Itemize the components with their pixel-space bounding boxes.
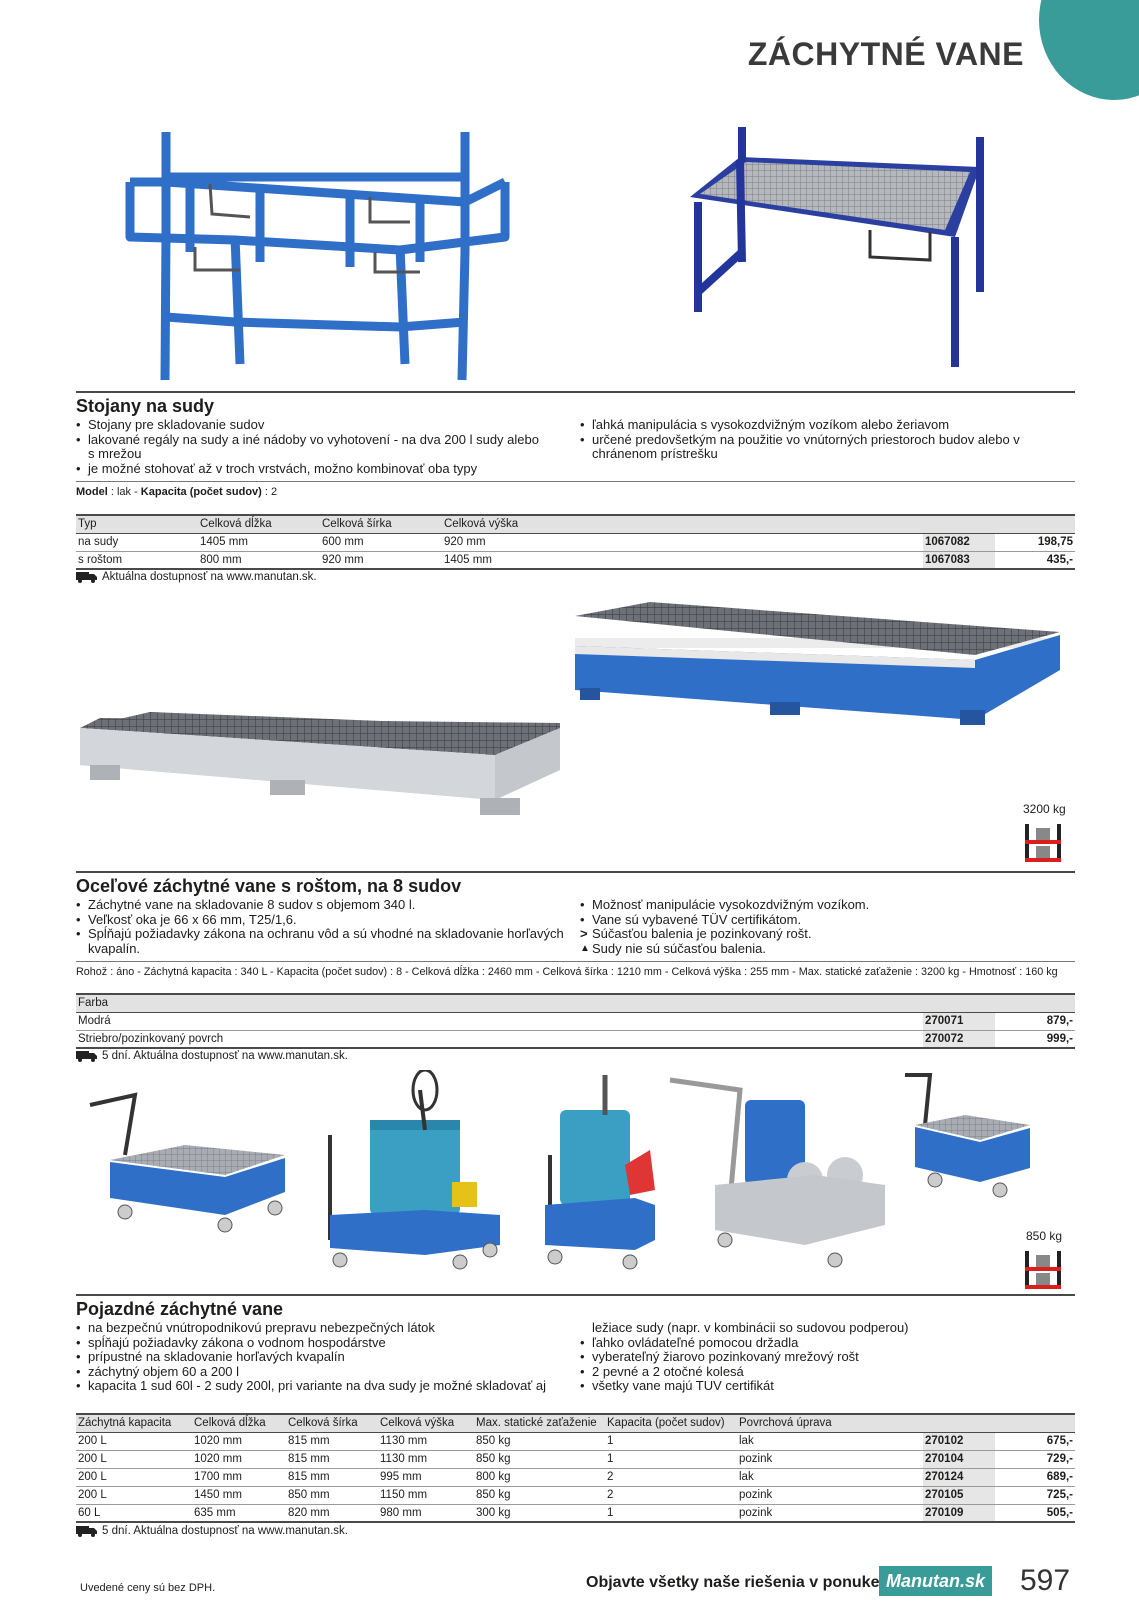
table-cell: 1700 mm [192,1468,286,1486]
table-cell: 600 mm [320,533,442,551]
table-row [76,1468,1075,1486]
table-cell: 850 kg [474,1450,605,1468]
table-cell: s roštom [76,551,198,569]
column-header-price [995,515,1075,533]
table-cell: 1130 mm [378,1450,474,1468]
table-header-row [76,994,1075,1012]
bullet-item: • Záchytné vane na skladovanie 8 sudov s objemom 340 l. [76,898,566,913]
table-cell: 200 L [76,1468,192,1486]
table-cell: 200 L [76,1486,192,1504]
spec-value: lak [116,486,132,498]
availability-text: Aktuálna dostupnosť na www.manutan.sk. [102,571,317,583]
bullet-item: • lakované regály na sudy a iné nádoby vo vyhotovení - na dva 200 l sudy alebo s mrežou [76,433,546,462]
table-row [76,533,1075,551]
bullet-item: • je možné stohovať až v troch vrstvách, možno kombinovať oba typy [76,462,546,477]
table-cell: 850 kg [474,1432,605,1450]
table-cell: Striebro/pozinkovaný povrch [76,1030,923,1048]
column-header: Povrchová úprava [737,1414,923,1432]
brand-logo[interactable]: Manutan.sk [879,1566,992,1596]
section-rule [76,1294,1075,1296]
table-cell: 815 mm [286,1450,378,1468]
table-cell: 60 L [76,1504,192,1522]
bullet-item: • Veľkosť oka je 66 x 66 mm, T25/1,6. [76,913,566,928]
section-rule [76,871,1075,873]
column-header: Kapacita (počet sudov) [605,1414,737,1432]
table-cell: 1450 mm [192,1486,286,1504]
column-header: Celková dĺžka [192,1414,286,1432]
bullet-item: • Stojany pre skladovanie sudov [76,418,546,433]
product-code: 270104 [923,1450,995,1468]
section-rule [76,481,1075,482]
table-cell: lak [737,1468,923,1486]
section-title-stojany: Stojany na sudy [76,396,215,416]
cart-5 [905,1075,1030,1197]
table-cell: 300 kg [474,1504,605,1522]
table-row [76,1486,1075,1504]
bullet-item: • Spĺňajú požiadavky zákona na ochranu vôd a sú vhodné na skladovanie horľavých kvapalín. [76,927,566,956]
bullet-item: • 2 pevné a 2 otočné kolesá [580,1365,1030,1380]
cart-2 [330,1070,500,1269]
product-price: 198,75 [995,533,1075,551]
table-cell: 200 L [76,1450,192,1468]
stojany-table [76,514,1075,570]
bullet-item: • určené predovšetkým na použitie vo vnútorných priestoroch budov alebo v chránenom prístrešku [580,433,1030,462]
pojazdne-bullets-left [76,1321,546,1394]
section-title-pojazdne: Pojazdné záchytné vane [76,1299,284,1319]
ocelove-bullets-right [580,898,1030,956]
product-code: 270072 [923,1030,995,1048]
table-cell: 1020 mm [192,1450,286,1468]
product-price: 675,- [995,1432,1075,1450]
cart-4 [670,1080,885,1267]
table-cell: 2 [605,1486,737,1504]
table-cell: 1405 mm [198,533,320,551]
table-row [76,1432,1075,1450]
ocelove-bullets-left [76,898,566,956]
table-cell: 200 L [76,1432,192,1450]
pojazdne-table [76,1413,1075,1523]
table-cell: 1020 mm [192,1432,286,1450]
table-cell: 1 [605,1432,737,1450]
table-cell: 1405 mm [442,551,923,569]
column-header: Celková výška [378,1414,474,1432]
bullet-item: • vyberateľný žiarovo pozinkovaný mrežový rošt [580,1350,1030,1365]
bullet-item: • ľahká manipulácia s vysokozdvižným vozíkom alebo žeriavom [580,418,1030,433]
availability-note [76,1050,348,1062]
table-cell: 635 mm [192,1504,286,1522]
bullet-item: • prípustné na skladovanie horľavých kvapalín [76,1350,546,1365]
column-header-price [995,1414,1075,1432]
table-row [76,1012,1075,1030]
truck-icon [76,1525,98,1537]
product-price: 999,- [995,1030,1075,1048]
table-cell: 850 mm [286,1486,378,1504]
column-header: Typ [76,515,198,533]
product-code: 270071 [923,1012,995,1030]
table-cell: 815 mm [286,1432,378,1450]
product-price: 435,- [995,551,1075,569]
product-code: 1067082 [923,533,995,551]
product-code: 270105 [923,1486,995,1504]
table-cell: 800 mm [198,551,320,569]
product-code: 270109 [923,1504,995,1522]
ocelove-table [76,993,1075,1049]
column-header: Max. statické zaťaženie [474,1414,605,1432]
table-cell: 920 mm [442,533,923,551]
truck-icon [76,571,98,583]
footer-cta: Objavte všetky naše riešenia v ponuke [586,1574,880,1591]
steel-sump-image [80,600,1080,870]
spec-label: Model [76,486,108,498]
table-row [76,1450,1075,1468]
truck-icon [76,1050,98,1062]
availability-note [76,571,317,583]
column-header-code [923,1414,995,1432]
table-cell: 820 mm [286,1504,378,1522]
ocelove-specs: Rohož : áno - Záchytná kapacita : 340 L - Kapacita (počet sudov) : 8 - Celková dĺžka : 2460 mm - Celková šírka : 1210 mm - Celková výška : 255 mm - Max. statické zaťaženie : 3200 kg - Hmotnosť : 160 kg [76,966,1058,978]
drum-rack-image [100,122,540,382]
bullet-item: ▲ Sudy nie sú súčasťou balenia. [580,942,1030,957]
column-header: Celková dĺžka [198,515,320,533]
column-header-code [923,994,995,1012]
pojazdne-bullets-right [580,1321,1030,1394]
column-header: Celková šírka [286,1414,378,1432]
product-code: 270102 [923,1432,995,1450]
section-title-ocelove: Oceľové záchytné vane s roštom, na 8 sudov [76,876,462,896]
column-header: Celková výška [442,515,923,533]
availability-text: 5 dní. Aktuálna dostupnosť na www.manutan.sk. [102,1525,348,1537]
table-header-row [76,515,1075,533]
bullet-item: • všetky vane majú TUV certifikát [580,1379,1030,1394]
table-cell: 920 mm [320,551,442,569]
table-cell: 1150 mm [378,1486,474,1504]
stojany-bullets-left [76,418,546,476]
table-cell: 815 mm [286,1468,378,1486]
table-cell: pozink [737,1450,923,1468]
bullet-item: • Vane sú vybavené TÜV certifikátom. [580,913,1030,928]
spec-label: Kapacita (počet sudov) [140,486,262,498]
table-cell: pozink [737,1504,923,1522]
table-cell: 1 [605,1504,737,1522]
bullet-item: > Súčasťou balenia je pozinkovaný rošt. [580,927,1030,942]
stojany-bullets-right [580,418,1030,462]
cart-3 [545,1075,655,1269]
load-capacity-label: 3200 kg [1023,802,1066,816]
table-cell: 1130 mm [378,1432,474,1450]
mobile-sump-images [75,1070,1075,1285]
product-price: 725,- [995,1486,1075,1504]
table-row [76,1504,1075,1522]
load-capacity-label: 850 kg [1026,1229,1063,1243]
section-rule [76,391,1075,393]
product-price: 879,- [995,1012,1075,1030]
column-header: Celková šírka [320,515,442,533]
table-cell: 800 kg [474,1468,605,1486]
price-note: Uvedené ceny sú bez DPH. [80,1582,216,1594]
spec-value: 2 [271,486,278,498]
table-cell: lak [737,1432,923,1450]
bullet-item: ležiace sudy (napr. v kombinácii so sudovou podperou) [592,1320,909,1335]
load-rack-icon [1024,1250,1062,1290]
table-cell: pozink [737,1486,923,1504]
table-row [76,1030,1075,1048]
bullet-item: • kapacita 1 sud 60l - 2 sudy 200l, pri variante na dva sudy je možné skladovať aj [76,1379,546,1394]
table-cell: Modrá [76,1012,923,1030]
column-header: Záchytná kapacita [76,1414,192,1432]
product-price: 505,- [995,1504,1075,1522]
product-price: 729,- [995,1450,1075,1468]
table-cell: 1 [605,1450,737,1468]
product-code: 1067083 [923,551,995,569]
bullet-item: • záchytný objem 60 a 200 l [76,1365,546,1380]
table-row [76,551,1075,569]
cart-1 [90,1095,285,1232]
bullet-item: • ľahko ovládateľné pomocou držadla [580,1336,1030,1351]
product-price: 689,- [995,1468,1075,1486]
bullet-item: • Možnosť manipulácie vysokozdvižným vozíkom. [580,898,1030,913]
load-rack-icon [1024,823,1062,863]
availability-note [76,1525,348,1537]
grated-rack-image [680,122,1020,382]
table-cell: 980 mm [378,1504,474,1522]
product-code: 270124 [923,1468,995,1486]
column-header-price [995,994,1075,1012]
availability-text: 5 dní. Aktuálna dostupnosť na www.manutan.sk. [102,1050,348,1062]
page-title: ZÁCHYTNÉ VANE [747,36,1024,72]
corner-accent-tab [1039,0,1139,100]
table-cell: na sudy [76,533,198,551]
bullet-item: • spĺňajú požiadavky zákona o vodnom hospodárstve [76,1336,546,1351]
stojany-specs: Model : lak - Kapacita (počet sudov) : 2 [76,486,278,498]
column-header: Farba [76,994,923,1012]
table-header-row [76,1414,1075,1432]
table-cell: 850 kg [474,1486,605,1504]
table-cell: 2 [605,1468,737,1486]
page-number: 597 [1020,1564,1071,1597]
column-header-code [923,515,995,533]
table-cell: 995 mm [378,1468,474,1486]
bullet-item: • na bezpečnú vnútropodnikovú prepravu nebezpečných látok [76,1321,546,1336]
section-rule [76,961,1075,962]
